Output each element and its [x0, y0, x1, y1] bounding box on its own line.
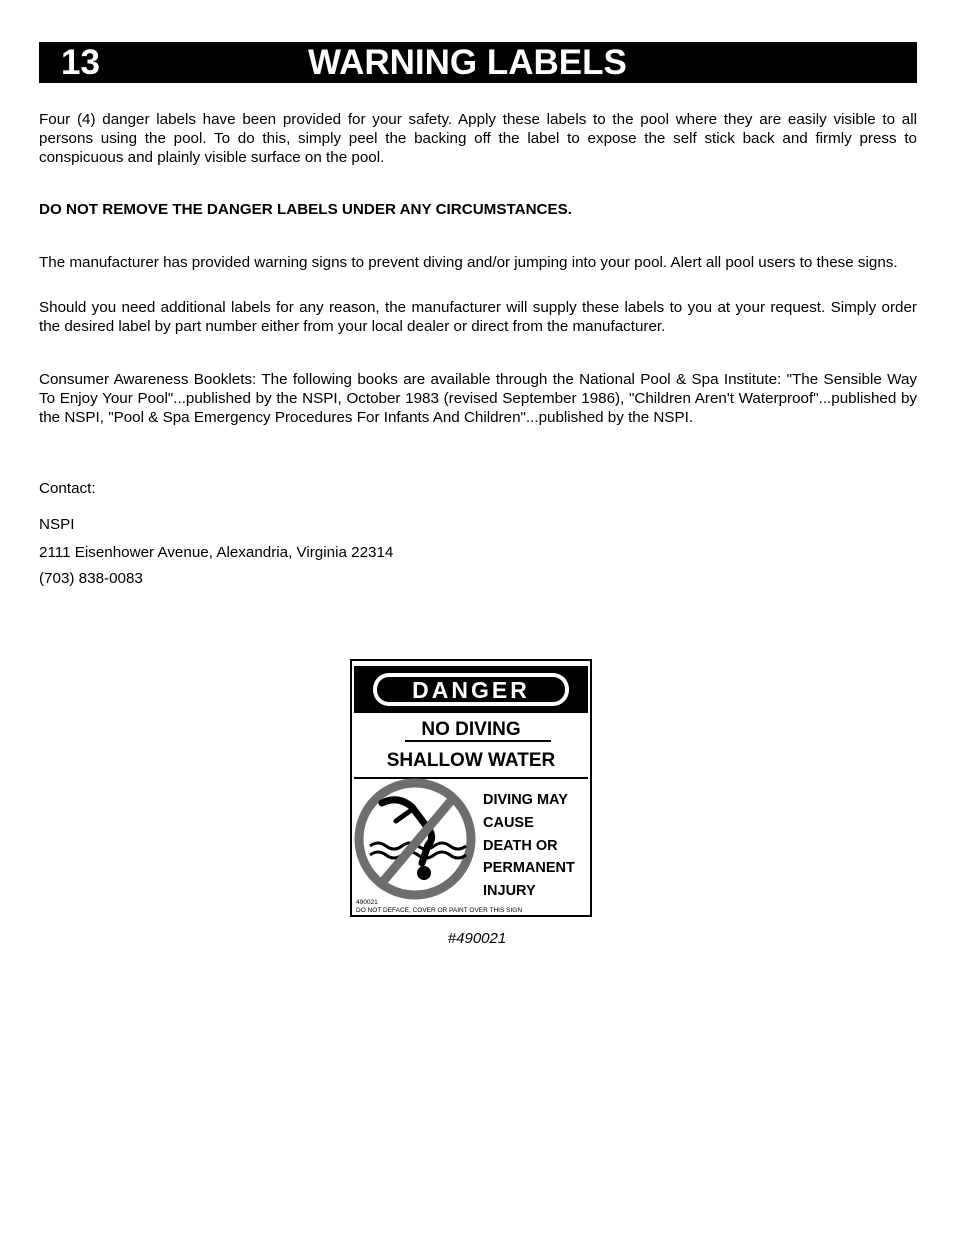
contact-address: 2111 Eisenhower Avenue, Alexandria, Virginia 22314: [39, 544, 394, 561]
additional-labels-paragraph: Should you need additional labels for any reason, the manufacturer will supply these labels to you at your request. Simply order the desired label by part number either from your local dealer or direct from the manufacturer.: [39, 299, 917, 335]
sign-warning-line-2: CAUSE: [483, 815, 534, 831]
sign-line-no-diving: NO DIVING: [421, 719, 521, 740]
sign-warning-line-1: DIVING MAY: [483, 792, 568, 808]
intro-paragraph: Four (4) danger labels have been provided for your safety. Apply these labels to the pool where they are easily visible to all persons using the pool. To do this, simply peel the backing off the label to expose the self stick back and firmly press to conspicuous and plainly visible surface on the pool.: [39, 111, 917, 166]
danger-banner-text: DANGER: [412, 677, 530, 703]
section-header: [39, 42, 917, 83]
sign-warning-line-3: DEATH OR: [483, 838, 558, 854]
booklets-paragraph: Consumer Awareness Booklets: The following books are available through the National Pool & Spa Institute: "The Sensible Way To Enjoy Your Pool"...published by the NSPI, October 1983 (revised September 1986), "Children Aren't Waterproof"...published by the NSPI, "Pool & Spa Emergency Procedures For Infants And Children"...published by the NSPI.: [39, 371, 917, 426]
section-title: WARNING LABELS: [308, 43, 627, 82]
sign-footer-text: DO NOT DEFACE, COVER OR PAINT OVER THIS SIGN: [356, 907, 523, 914]
label-caption: #490021: [447, 930, 507, 947]
contact-organization: NSPI: [39, 516, 75, 533]
sign-warning-line-4: PERMANENT: [483, 860, 575, 876]
no-diving-icon: [359, 783, 471, 895]
contact-label: Contact:: [39, 480, 96, 497]
sign-warning-line-5: INJURY: [483, 883, 536, 899]
danger-label-image: [350, 659, 592, 917]
section-number: 13: [61, 43, 100, 82]
sign-line-shallow-water: SHALLOW WATER: [386, 750, 556, 771]
danger-notice: DO NOT REMOVE THE DANGER LABELS UNDER ANY CIRCUMSTANCES.: [39, 201, 572, 218]
contact-phone: (703) 838-0083: [39, 570, 143, 587]
sign-part-number: 490021: [356, 899, 378, 906]
warning-signs-paragraph: The manufacturer has provided warning signs to prevent diving and/or jumping into your pool. Alert all pool users to these signs.: [39, 254, 898, 271]
